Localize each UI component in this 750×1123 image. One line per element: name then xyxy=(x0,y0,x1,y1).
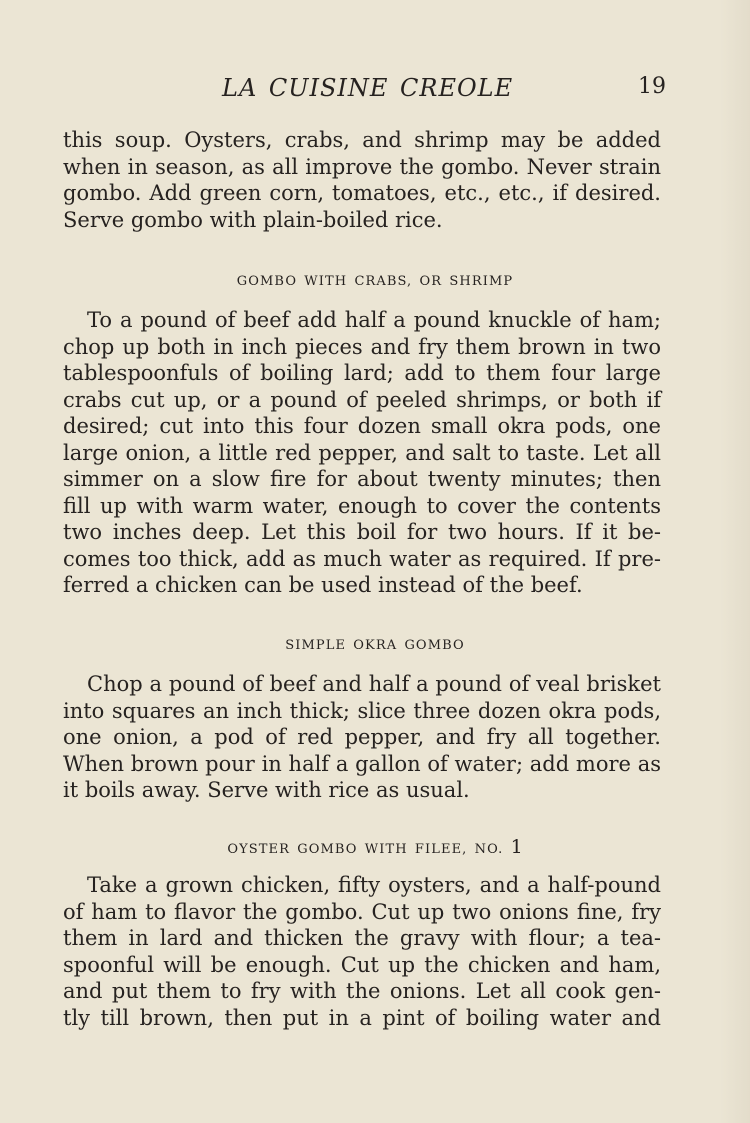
text-line: Chop a pound of beef and half a pound of veal brisket xyxy=(87,672,661,696)
section-heading-crabs-shrimp: GOMBO WITH CRABS, OR SHRIMP xyxy=(236,274,514,289)
text-line: two inches deep. Let this boil for two hours. If it be- xyxy=(63,520,661,544)
text-line: spoonful will be enough. Cut up the chicken and ham, xyxy=(63,952,661,977)
text-line: fill up with warm water, enough to cover the contents xyxy=(63,493,661,518)
text-line: comes too thick, add as much water as required. If pre- xyxy=(63,546,661,571)
paragraph-crabs-shrimp xyxy=(63,307,661,599)
section-heading-label: OYSTER GOMBO WITH FILEE, NO. xyxy=(227,842,504,857)
page-edge-shade xyxy=(720,0,750,1123)
text-line: ferred a chicken can be used instead of the beef. xyxy=(63,573,583,597)
text-line: of ham to flavor the gombo. Cut up two onions fine, fry xyxy=(63,899,661,924)
text-line: tly till brown, then put in a pint of boiling water and xyxy=(63,1005,661,1030)
text-line: large onion, a little red pepper, and salt to taste. Let all xyxy=(63,440,661,465)
text-line: desired; cut into this four dozen small okra pods, one xyxy=(63,414,661,438)
section-heading-number: 1 xyxy=(510,836,523,858)
page-number: 19 xyxy=(638,74,666,99)
text-line: one onion, a pod of red pepper, and fry all together. xyxy=(63,725,661,749)
intro-paragraph xyxy=(63,127,661,233)
text-line: Take a grown chicken, fifty oysters, and a half-pound xyxy=(87,873,661,897)
text-line: Serve gombo with plain-boiled rice. xyxy=(63,207,443,232)
text-line: and put them to fry with the onions. Let all cook gen- xyxy=(63,979,661,1003)
text-line: this soup. Oysters, crabs, and shrimp may be added xyxy=(63,128,661,152)
text-line: To a pound of beef add half a pound knuckle of ham; xyxy=(87,308,661,332)
paragraph-okra-gombo xyxy=(63,671,661,804)
text-line: gombo. Add green corn, tomatoes, etc., etc., if desired. xyxy=(63,181,661,205)
paragraph-oyster-gombo xyxy=(63,872,661,1031)
text-line: it boils away. Serve with rice as usual. xyxy=(63,778,470,802)
text-line: tablespoonfuls of boiling lard; add to them four large xyxy=(63,361,661,385)
text-line: crabs cut up, or a pound of peeled shrimps, or both if xyxy=(63,387,661,412)
text-line: simmer on a slow fire for about twenty minutes; then xyxy=(63,467,661,491)
text-line: chop up both in inch pieces and fry them brown in two xyxy=(63,334,661,359)
section-heading-okra-gombo: SIMPLE OKRA GOMBO xyxy=(285,638,465,653)
text-line: When brown pour in half a gallon of water; add more as xyxy=(63,751,661,776)
running-title: LA CUISINE CREOLE xyxy=(222,74,514,102)
text-line: into squares an inch thick; slice three dozen okra pods, xyxy=(63,698,661,723)
text-line: when in season, as all improve the gombo. Never strain xyxy=(63,154,661,179)
running-head xyxy=(0,74,750,104)
section-heading-oyster-gombo xyxy=(0,836,750,858)
text-line: them in lard and thicken the gravy with flour; a tea- xyxy=(63,926,661,950)
